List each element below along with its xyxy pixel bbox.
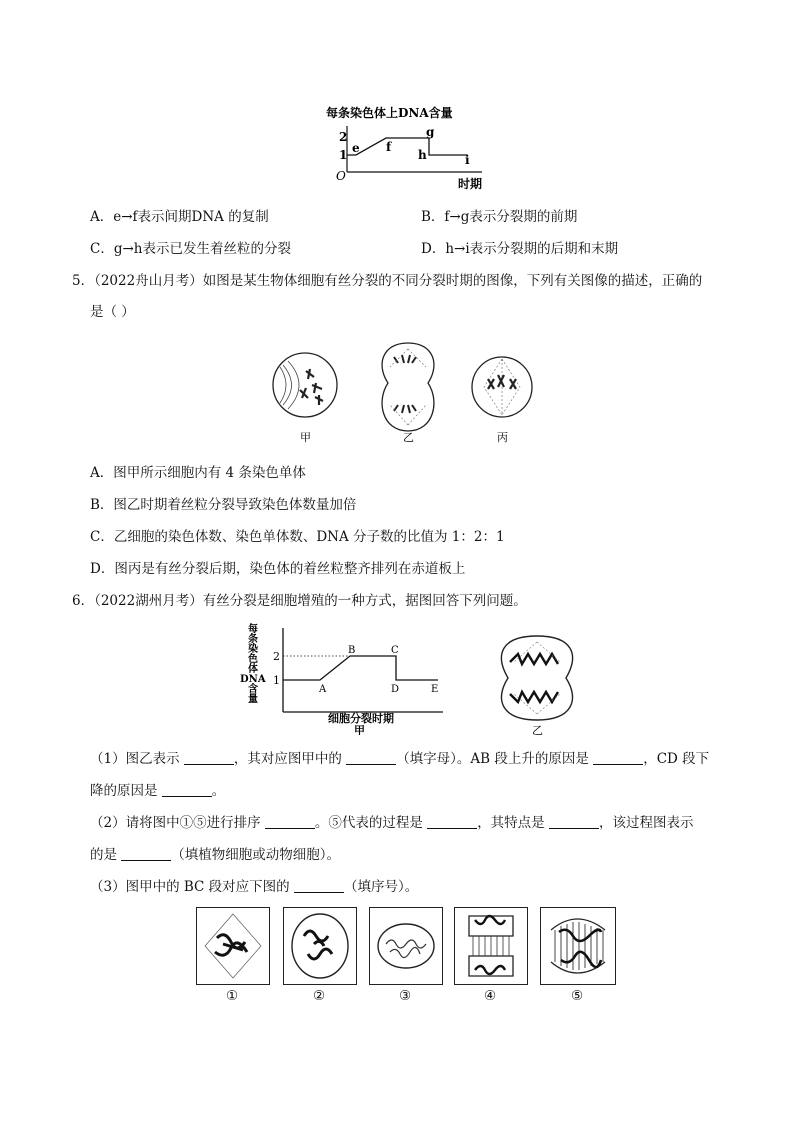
chart2-ylabel-6: 含 <box>248 684 258 695</box>
q5-stem-line1: 5．（2022舟山月考）如图是某生物体细胞有丝分裂的不同分裂时期的图像，下列有关图像的描述，正确的 <box>72 273 703 289</box>
answer-blank-8[interactable] <box>121 848 171 861</box>
answer-blank-2[interactable] <box>346 752 396 765</box>
q6-sub1-text-d: ，CD 段下 <box>643 751 710 767</box>
q6-sub1-text-e: 降的原因是 <box>90 783 158 799</box>
q6-sub1-text-c: （填字母）。AB 段上升的原因是 <box>396 751 589 767</box>
q6-stem: 6．（2022湖州月考）有丝分裂是细胞增殖的一种方式，据图回答下列问题。 <box>72 593 527 609</box>
q5-option-a: A．图甲所示细胞内有 4 条染色单体 <box>90 465 306 481</box>
chart1-label-i: i <box>465 153 470 167</box>
chart1-label-g: g <box>426 125 435 139</box>
stage-image-1 <box>196 907 270 985</box>
chart2-ylabel-2: 染 <box>248 644 258 655</box>
chart2-label-d: D <box>391 684 400 695</box>
dna-content-chart-2 <box>238 620 453 735</box>
q4-option-a: A．e→f表示间期DNA 的复制 <box>90 209 269 225</box>
cell-bing-image <box>472 357 532 417</box>
q6-sub3-line <box>90 879 418 895</box>
q6-sub1-text-f: 。 <box>211 783 226 799</box>
cell-label-yi: 乙 <box>403 431 414 444</box>
answer-blank-1[interactable] <box>184 752 234 765</box>
q6-sub2-text-e: 的是 <box>90 847 117 863</box>
answer-blank-7[interactable] <box>549 816 599 829</box>
answer-blank-9[interactable] <box>294 880 344 893</box>
chart2-label-e: E <box>431 684 439 695</box>
cell-yi-image <box>382 343 434 431</box>
chart1-label-h: h <box>418 148 427 162</box>
answer-blank-6[interactable] <box>427 816 477 829</box>
q4-option-d: D．h→i表示分裂期的后期和末期 <box>421 241 619 257</box>
chart2-label-b: B <box>348 645 356 656</box>
q6-sub3-text-b: （填序号）。 <box>343 879 419 895</box>
chart2-label-a: A <box>319 684 327 695</box>
dna-content-chart-1 <box>322 100 497 192</box>
mitosis-cells-figure <box>270 335 545 450</box>
chart2-ytick-1: 1 <box>273 674 280 687</box>
q6-sub2-text-c: ，其特点是 <box>477 815 545 831</box>
q6-sub2-text-b: 。⑤代表的过程是 <box>314 815 423 831</box>
q6-sub2-text-a: （2）请将图中①⑤进行排序 <box>90 815 261 831</box>
cell-jia-image <box>273 353 337 417</box>
cell-label-jia: 甲 <box>300 431 311 444</box>
q6-sub2-text-d: ，该过程图表示 <box>598 815 694 831</box>
q6-sub1-line2 <box>90 783 225 799</box>
stage-number-1: ① <box>226 988 239 1004</box>
q6-sub1-line1 <box>90 751 709 767</box>
q6-cell-label: 乙 <box>532 724 543 737</box>
q5-option-d: D．图丙是有丝分裂后期，染色体的着丝粒整齐排列在赤道板上 <box>90 561 466 577</box>
stage-number-2: ② <box>313 988 326 1004</box>
chart1-title: 每条染色体上DNA含量 <box>326 106 453 120</box>
chart2-ytick-2: 2 <box>273 650 280 663</box>
stage-number-5: ⑤ <box>571 988 584 1004</box>
q5-stem-line2: 是（ ） <box>90 304 135 320</box>
q6-cell-yi <box>492 632 582 737</box>
q5-option-b: B．图乙时期着丝粒分裂导致染色体数量加倍 <box>90 497 357 513</box>
q6-sub1-text-b: ，其对应图甲中的 <box>233 751 342 767</box>
chart2-ylabel-0: 每 <box>248 624 258 635</box>
stage-image-5 <box>540 907 616 985</box>
chart2-sublabel: 甲 <box>354 724 365 735</box>
chart2-ylabel-4: 体 <box>248 664 258 675</box>
stage-number-3: ③ <box>399 988 412 1004</box>
q6-sub2-text-f: （填植物细胞或动物细胞）。 <box>171 847 341 863</box>
chart1-origin: O <box>336 169 346 183</box>
stage-image-3 <box>369 907 443 985</box>
stage-number-4: ④ <box>484 988 497 1004</box>
q6-sub3-text-a: （3）图甲中的 BC 段对应下图的 <box>90 879 290 895</box>
chart2-xlabel: 细胞分裂时期 <box>328 712 394 725</box>
chart2-ylabel-5: DNA <box>240 674 266 685</box>
chart2-label-c: C <box>391 645 399 656</box>
chart1-ytick-2: 2 <box>339 130 348 144</box>
q5-option-c: C．乙细胞的染色体数、染色单体数、DNA 分子数的比值为 1：2：1 <box>90 529 505 545</box>
chart1-label-e: e <box>352 141 360 155</box>
chart2-ylabel-3: 色 <box>248 654 258 665</box>
answer-blank-5[interactable] <box>265 816 315 829</box>
chart2-ylabel-1: 条 <box>248 634 258 645</box>
stage-image-2 <box>283 907 357 985</box>
chart2-ylabel-7: 量 <box>248 694 258 705</box>
answer-blank-3[interactable] <box>593 752 643 765</box>
cell-label-bing: 丙 <box>497 431 508 444</box>
q6-sub2-line1 <box>90 815 693 831</box>
q6-sub1-text-a: （1）图乙表示 <box>90 751 180 767</box>
chart1-label-f: f <box>386 140 392 154</box>
stage-image-4 <box>454 907 528 985</box>
q4-option-b: B．f→g表示分裂期的前期 <box>421 209 578 225</box>
chart1-ytick-1: 1 <box>339 148 348 162</box>
chart1-xlabel: 时期 <box>458 177 483 191</box>
q6-sub2-line2 <box>90 847 340 863</box>
answer-blank-4[interactable] <box>162 784 212 797</box>
q4-option-c: C．g→h表示已发生着丝粒的分裂 <box>90 241 291 257</box>
